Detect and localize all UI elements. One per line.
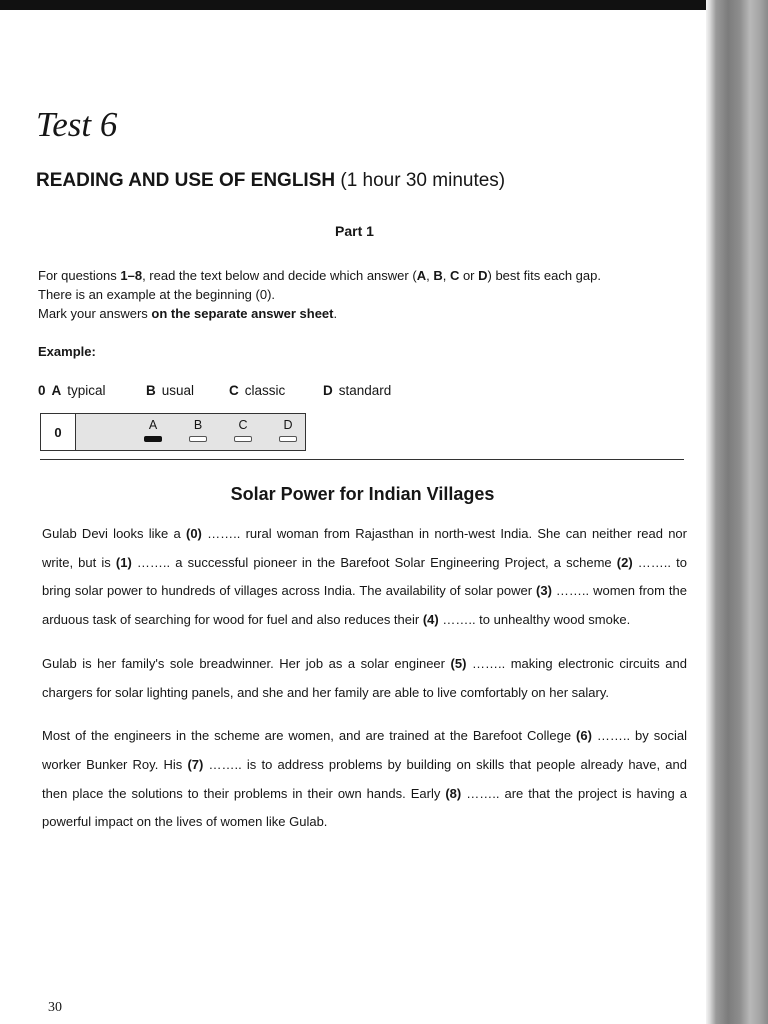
option-letter: B [146, 383, 156, 398]
answer-cell-c [232, 418, 254, 442]
article-text: Gulab is her family's sole breadwinner. Her job as a solar engineer [42, 655, 451, 671]
option-text: usual [161, 383, 195, 398]
part-label: Part 1 [335, 223, 374, 239]
answer-cell-b [187, 418, 209, 442]
instr-text: ) best fits each gap. [487, 268, 601, 283]
section-title [36, 170, 505, 192]
article-text: …….. a successful pioneer in the Barefoot Solar Engineering Project, a scheme [131, 554, 617, 570]
article-text: …….. to bring solar power to hundreds of villages across India. The availability of solar power [42, 554, 687, 599]
answer-cell-letter: B [193, 418, 203, 432]
example-answer-grid [40, 413, 306, 451]
gap-number: (0) [186, 526, 202, 541]
gap-number: (2) [616, 554, 633, 570]
option-text: classic [244, 383, 286, 398]
article-text: …….. to unhealthy wood smoke. [438, 612, 631, 628]
book-page [0, 10, 706, 1024]
gap-number: (3) [536, 583, 552, 599]
answer-cell-a [142, 418, 164, 442]
instr-text: For questions [38, 268, 121, 283]
article-text: …….. rural woman from Rajasthan in north-west India. She can neither read nor write, but is [42, 526, 687, 570]
example-options [38, 383, 438, 403]
instruction-line-1 [38, 266, 688, 285]
instr-bold: 1–8 [120, 268, 143, 283]
article-text: …….. women from the arduous task of searching for wood for fuel and also reduces their [42, 583, 687, 628]
section-name: READING AND USE OF ENGLISH [36, 170, 336, 191]
gap-number: (1) [115, 554, 132, 570]
answer-grid-number: 0 [41, 414, 76, 450]
instr-text: or [459, 268, 479, 283]
answer-mark-empty [189, 436, 207, 442]
answer-mark-empty [234, 436, 252, 442]
book-spine-shadow [706, 0, 768, 1024]
instr-bold: C [449, 268, 460, 283]
instr-text: Mark your answers [38, 306, 152, 321]
option-text: typical [67, 383, 106, 398]
answer-mark-empty [279, 436, 297, 442]
article-text: …….. by social worker Bunker Roy. His [42, 728, 687, 772]
article-text: …….. are that the project is having a powerful impact on the lives of women like Gulab. [42, 785, 687, 830]
article-title: Solar Power for Indian Villages [230, 484, 495, 504]
article-text: Gulab Devi looks like a [42, 526, 186, 541]
example-option-b [146, 383, 194, 398]
option-letter: C [229, 383, 239, 398]
example-option-a [38, 383, 106, 398]
example-option-d [323, 383, 391, 398]
article-text: …….. making electronic circuits and chargers for solar lighting panels, and she and her family are able to live comfortably on her salary. [42, 655, 687, 700]
article-text: …….. is to address problems by building on skills that people already have, and then place the solutions to their problems in their own hands. Early [42, 756, 687, 801]
option-letter: D [323, 383, 333, 398]
example-option-c [229, 383, 285, 398]
section-divider [40, 459, 684, 460]
article-paragraph-3 [42, 722, 687, 837]
instr-text: , read the text below and decide which answer ( [142, 268, 417, 283]
section-duration: (1 hour 30 minutes) [340, 170, 506, 191]
article-paragraph-1 [42, 520, 687, 635]
answer-cell-letter: D [283, 418, 293, 432]
instr-text: , [426, 268, 434, 283]
test-title: Test 6 [36, 105, 118, 144]
gap-number: (5) [450, 655, 467, 671]
gap-number: (6) [576, 728, 592, 744]
answer-cell-letter: A [148, 418, 158, 432]
example-label: Example: [38, 344, 96, 359]
article-body [42, 520, 687, 852]
instr-bold: on the separate answer sheet [151, 306, 334, 321]
answer-cell-letter: C [238, 418, 248, 432]
article-paragraph-2 [42, 650, 687, 707]
option-text: standard [338, 383, 392, 398]
example-number: 0 [38, 383, 46, 398]
page-number: 30 [48, 1000, 62, 1015]
article-text: Most of the engineers in the scheme are women, and are trained at the Barefoot College [42, 728, 577, 744]
answer-grid-cells [76, 414, 305, 450]
gap-number: (8) [445, 785, 462, 801]
instr-text: , [442, 268, 450, 283]
instruction-line-3 [38, 304, 688, 323]
gap-number: (7) [187, 756, 204, 772]
option-letter: A [51, 383, 62, 398]
instruction-line-2: There is an example at the beginning (0). [38, 287, 276, 302]
instr-text: . [333, 306, 338, 321]
instr-bold: D [478, 268, 488, 283]
answer-mark-filled [144, 436, 162, 442]
instr-bold: A [416, 268, 427, 283]
instr-bold: B [433, 268, 443, 283]
answer-cell-d [277, 418, 299, 442]
gap-number: (4) [422, 612, 439, 628]
instructions [38, 266, 688, 323]
scan-top-edge [0, 0, 768, 10]
